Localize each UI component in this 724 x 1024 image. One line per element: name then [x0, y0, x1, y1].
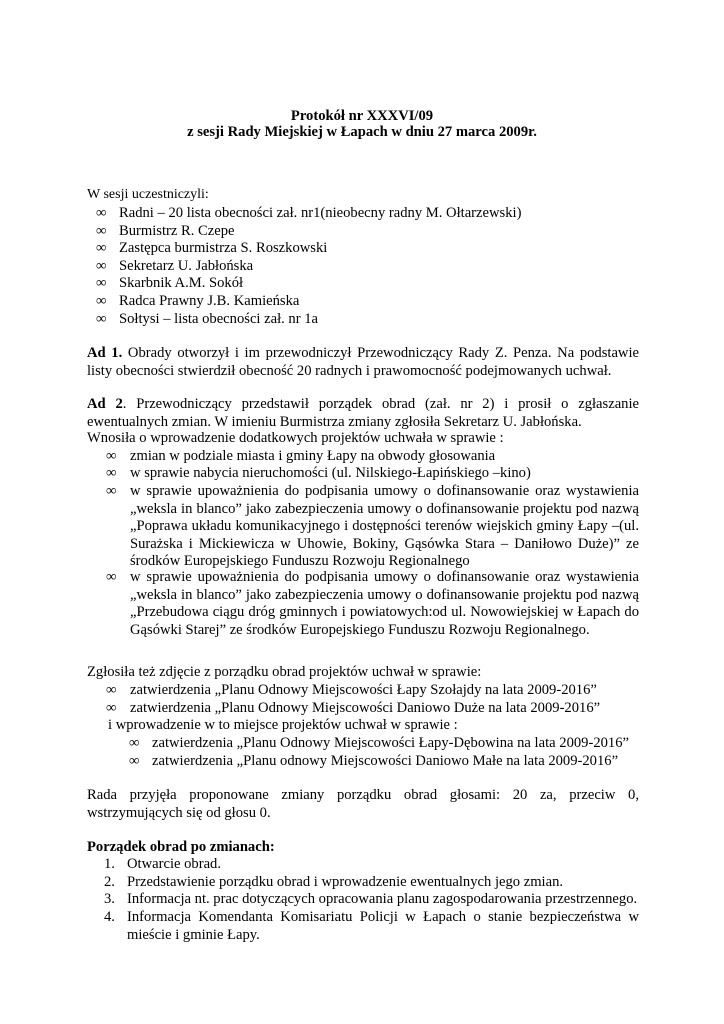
bullet-icon: ∞: [96, 275, 107, 291]
replace-intro: i wprowadzenie w to miejsce projektów uchwał w sprawie :: [108, 717, 458, 733]
bullet-icon: ∞: [96, 240, 107, 256]
attendance-item: Radni – 20 lista obecności zał. nr1(nieobecny radny M. Ołtarzewski): [119, 205, 522, 221]
attendance-item: Skarbnik A.M. Sokół: [119, 275, 244, 291]
agenda-item-number: 3.: [104, 891, 115, 907]
bullet-icon: ∞: [129, 753, 140, 769]
bullet-icon: ∞: [106, 465, 117, 481]
bullet-icon: ∞: [96, 223, 107, 239]
bullet-icon: ∞: [106, 569, 117, 585]
agenda-item-number: 1.: [104, 856, 115, 872]
attendance-item: Sołtysi – lista obecności zał. nr 1a: [119, 311, 319, 327]
replace-item: zatwierdzenia „Planu Odnowy Miejscowości Łapy-Dębowina na lata 2009-2016”: [152, 735, 629, 751]
ad2-label: Ad 2: [87, 396, 123, 412]
ad2-item: w sprawie upoważnienia do podpisania umowy o dofinansowanie oraz wystawienia „weksla in blanco” jako zabezpieczenia umowy o dofinansowanie projektu pod nazwą „Przebudowa ciągu dróg gminnych i powiatowych:od ul. Nowowiejskiej w Łapach do Gąsówki Starej” ze środków Europejskiego Funduszu Rozwoju Regionalnego.: [130, 569, 639, 638]
replace-item: zatwierdzenia „Planu odnowy Miejscowości Daniowo Małe na lata 2009-2016”: [152, 753, 619, 769]
bullet-icon: ∞: [106, 483, 117, 499]
attendance-item: Radca Prawny J.B. Kamieńska: [119, 293, 300, 309]
bullet-icon: ∞: [106, 448, 117, 464]
ad1-label: Ad 1.: [87, 345, 123, 361]
vote-paragraph: Rada przyjęła proponowane zmiany porządku obrad głosami: 20 za, przeciw 0, wstrzymujących się od głosu 0.: [87, 787, 639, 821]
ad2-text: . Przewodniczący przedstawił porządek obrad (zał. nr 2) i prosił o zgłaszanie ewentualnych zmian. W imieniu Burmistrza zmiany zgłosiła Sekretarz U. Jabłońska.: [87, 396, 639, 430]
bullet-icon: ∞: [96, 258, 107, 274]
attendance-intro: W sesji uczestniczyli:: [87, 187, 209, 202]
ad2-intro: Wnosiła o wprowadzenie dodatkowych projektów uchwała w sprawie :: [87, 430, 504, 446]
withdraw-intro: Zgłosiła też zdjęcie z porządku obrad projektów uchwał w sprawie:: [87, 664, 482, 680]
agenda-item-number: 2.: [104, 874, 115, 890]
bullet-icon: ∞: [96, 205, 107, 221]
ad2-paragraph: [87, 396, 639, 431]
agenda-item-text: Informacja Komendanta Komisariatu Policji w Łapach o stanie bezpieczeństwa w mieście i gminie Łapy.: [127, 909, 639, 943]
agenda-item-text: Przedstawienie porządku obrad i wprowadzenie ewentualnych jego zmian.: [127, 874, 564, 890]
agenda-item-text: Informacja nt. prac dotyczących opracowania planu zagospodarowania przestrzennego.: [127, 891, 638, 907]
ad2-item: w sprawie nabycia nieruchomości (ul. Nilskiego-Łapińskiego –kino): [130, 465, 531, 481]
ad2-item: w sprawie upoważnienia do podpisania umowy o dofinansowanie oraz wystawienia „weksla in blanco” jako zabezpieczenia umowy o dofinansowanie projektu pod nazwą „Poprawa układu komunikacyjnego i dostępności terenów wiejskich gminy Łapy –(ul. Surażska i Mickiewicza w Uhowie, Bokiny, Gąsówka Stara – Daniłowo Duże)” ze środków Europejskiego Funduszu Rozwoju Regionalnego: [130, 483, 639, 569]
withdraw-item: zatwierdzenia „Planu Odnowy Miejscowości Łapy Szołajdy na lata 2009-2016”: [130, 682, 597, 698]
bullet-icon: ∞: [96, 311, 107, 327]
agenda-item-number: 4.: [104, 909, 115, 925]
attendance-item: Zastępca burmistrza S. Roszkowski: [119, 240, 328, 256]
attendance-item: Sekretarz U. Jabłońska: [119, 258, 254, 274]
protocol-title: Protokół nr XXXVI/09: [290, 108, 434, 124]
attendance-item: Burmistrz R. Czepe: [119, 223, 235, 239]
bullet-icon: ∞: [129, 735, 140, 751]
agenda-heading: Porządek obrad po zmianach:: [87, 839, 275, 855]
ad1-text: Obrady otworzył i im przewodniczył Przewodniczący Rady Z. Penza. Na podstawie listy obecności stwierdził obecność 20 radnych i prawomocność podejmowanych uchwał.: [87, 345, 640, 379]
bullet-icon: ∞: [96, 293, 107, 309]
agenda-item-text: Otwarcie obrad.: [127, 856, 222, 872]
withdraw-item: zatwierdzenia „Planu Odnowy Miejscowości Daniowo Duże na lata 2009-2016”: [130, 700, 601, 716]
protocol-subtitle: z sesji Rady Miejskiej w Łapach w dniu 27 marca 2009r.: [187, 124, 537, 140]
ad1-paragraph: [87, 345, 639, 380]
bullet-icon: ∞: [106, 682, 117, 698]
ad2-item: zmian w podziale miasta i gminy Łapy na obwody głosowania: [130, 448, 496, 464]
bullet-icon: ∞: [106, 700, 117, 716]
